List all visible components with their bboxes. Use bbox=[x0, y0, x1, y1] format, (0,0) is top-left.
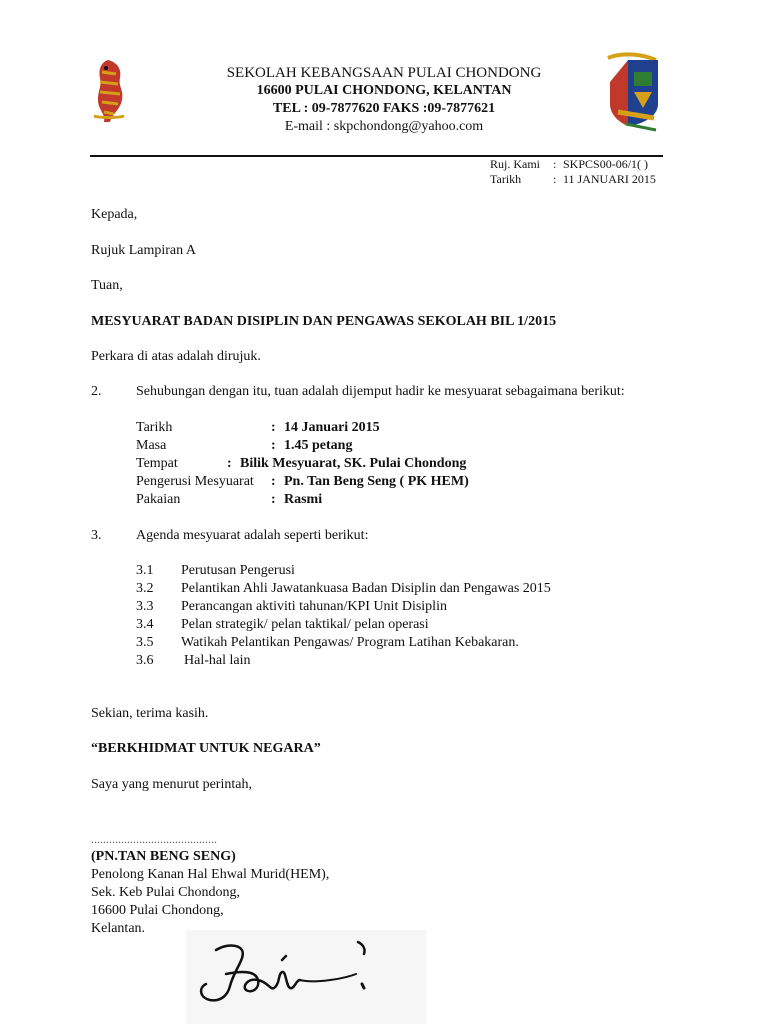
saya-menurut-perintah: Saya yang menurut perintah, bbox=[91, 777, 252, 792]
closing-line: Sekian, terima kasih. bbox=[91, 706, 209, 721]
paragraph-1: Perkara di atas adalah dirujuk. bbox=[91, 349, 261, 364]
detail-value-tarikh: 14 Januari 2015 bbox=[284, 420, 380, 435]
school-email: E-mail : skpchondong@yahoo.com bbox=[284, 119, 484, 134]
rujuk-lampiran: Rujuk Lampiran A bbox=[91, 243, 196, 258]
school-address: 16600 PULAI CHONDONG, KELANTAN bbox=[256, 83, 512, 98]
detail-sep-tempat: : bbox=[227, 456, 232, 471]
detail-label-masa: Masa bbox=[136, 438, 167, 453]
signer-name: (PN.TAN BENG SENG) bbox=[91, 849, 236, 864]
detail-label-pakaian: Pakaian bbox=[136, 492, 181, 507]
ruj-label: Ruj. Kami bbox=[490, 157, 540, 171]
agenda-item: Perutusan Pengerusi bbox=[181, 563, 295, 578]
tarikh-value: 11 JANUARI 2015 bbox=[563, 172, 656, 186]
agenda-number: 3.5 bbox=[136, 635, 154, 650]
tarikh-label: Tarikh bbox=[490, 172, 522, 186]
motto: “BERKHIDMAT UNTUK NEGARA” bbox=[91, 741, 321, 756]
detail-sep-tarikh: : bbox=[271, 420, 276, 435]
paragraph-3: Agenda mesyuarat adalah seperti berikut: bbox=[136, 528, 369, 543]
detail-value-tempat: Bilik Mesyuarat, SK. Pulai Chondong bbox=[240, 456, 467, 471]
signature-dots: .......................................... bbox=[91, 832, 217, 846]
signer-address-2: 16600 Pulai Chondong, bbox=[91, 903, 224, 918]
agenda-number: 3.2 bbox=[136, 581, 154, 596]
agenda-item: Perancangan aktiviti tahunan/KPI Unit Disiplin bbox=[181, 599, 447, 614]
salutation: Tuan, bbox=[91, 278, 123, 293]
agenda-item: Pelan strategik/ pelan taktikal/ pelan operasi bbox=[181, 617, 429, 632]
paragraph-2: Sehubungan dengan itu, tuan adalah dijemput hadir ke mesyuarat sebagaimana berikut: bbox=[136, 384, 625, 399]
school-name: SEKOLAH KEBANGSAAN PULAI CHONDONG bbox=[226, 65, 542, 81]
paragraph-2-number: 2. bbox=[91, 384, 102, 399]
handwritten-signature bbox=[186, 930, 426, 1024]
agenda-number: 3.3 bbox=[136, 599, 154, 614]
agenda-item: Pelantikan Ahli Jawatankuasa Badan Disiplin dan Pengawas 2015 bbox=[181, 581, 551, 596]
ruj-sep: : bbox=[553, 157, 557, 171]
detail-value-pengerusi: Pn. Tan Beng Seng ( PK HEM) bbox=[284, 474, 469, 489]
signer-address-3: Kelantan. bbox=[91, 921, 146, 936]
detail-sep-pakaian: : bbox=[271, 492, 276, 507]
agenda-item: Hal-hal lain bbox=[184, 653, 251, 668]
subject-line: MESYUARAT BADAN DISIPLIN DAN PENGAWAS SEKOLAH BIL 1/2015 bbox=[91, 314, 557, 329]
agenda-number: 3.6 bbox=[136, 653, 154, 668]
detail-label-pengerusi: Pengerusi Mesyuarat bbox=[136, 474, 254, 489]
paragraph-3-number: 3. bbox=[91, 528, 102, 543]
school-tel-fax: TEL : 09-7877620 FAKS :09-7877621 bbox=[272, 101, 496, 116]
kepada: Kepada, bbox=[91, 207, 138, 222]
agenda-number: 3.1 bbox=[136, 563, 154, 578]
signer-title: Penolong Kanan Hal Ehwal Murid(HEM), bbox=[91, 867, 330, 882]
detail-sep-pengerusi: : bbox=[271, 474, 276, 489]
ruj-value: SKPCS00-06/1( ) bbox=[563, 157, 649, 171]
agenda-number: 3.4 bbox=[136, 617, 154, 632]
agenda-item: Watikah Pelantikan Pengawas/ Program Latihan Kebakaran. bbox=[181, 635, 519, 650]
detail-label-tempat: Tempat bbox=[136, 456, 178, 471]
signer-address-1: Sek. Keb Pulai Chondong, bbox=[91, 885, 240, 900]
tarikh-sep: : bbox=[553, 172, 557, 186]
detail-value-masa: 1.45 petang bbox=[284, 438, 353, 453]
detail-value-pakaian: Rasmi bbox=[284, 492, 323, 507]
detail-label-tarikh: Tarikh bbox=[136, 420, 173, 435]
detail-sep-masa: : bbox=[271, 438, 276, 453]
